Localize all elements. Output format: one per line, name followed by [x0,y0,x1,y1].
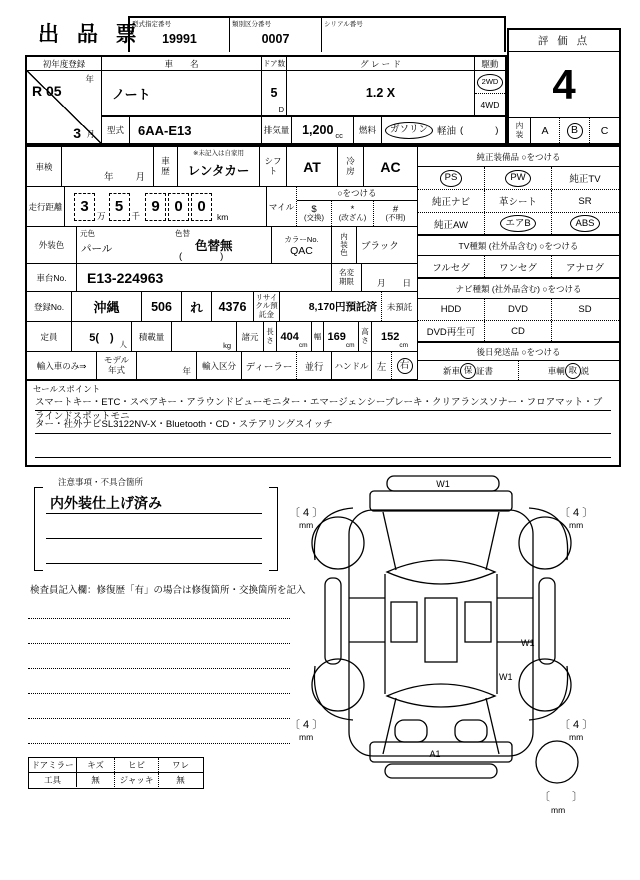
capacity-unit: 人 [119,340,127,349]
drive-4wd: 4WD [480,99,500,110]
equipment-header: 純正装備品 ○をつける [418,147,619,167]
inspector-line-3 [28,668,290,669]
rear-tab-left [395,720,427,742]
ext-color-label: 外装色 [27,227,77,263]
rating-label: 評 価 点 [537,35,591,47]
fuel-diesel: 軽油 [437,126,457,137]
name-change-units: 月 日 [376,278,411,288]
tv-analog: アナログ [565,262,604,274]
tv-oneseg: ワンセグ [485,256,552,277]
wheel-rear-right [519,659,571,711]
side-panel-label-1: W1 [521,638,535,648]
disp-unit: cc [335,131,343,140]
console [425,598,457,662]
equip-tv: 純正TV [569,174,601,185]
grade-value: 1.2 X [365,86,396,100]
jack-label: ジャッキ [115,773,159,787]
a-pillar-left [383,512,396,570]
model-year-label: モデル年式 [103,355,130,375]
serial-label: シリアル番号 [324,21,363,28]
inspector-line-4 [28,693,290,694]
side-panel-label-2: W1 [499,672,513,682]
recycle-value: 8,170円預託済 [280,292,382,321]
capacity-value: 5( ) [89,331,114,344]
first-reg-month: 3 [73,125,81,141]
rocker-left [325,578,341,664]
front-panel-label: W1 [436,479,450,489]
rear-tab-right [455,720,487,742]
interior-option-a: A [531,118,560,143]
inspector-note: 検査員記入欄：修復歴「有」の場合は修復箇所・交換箇所を記入 [30,585,306,596]
cool-label: 冷房 [346,156,355,176]
car-body [349,510,533,756]
sales-line2: ター・社外ナビSL3122NV-X・Bluetooth・CD・ステアリングスイッチ [35,413,611,434]
tv-type-header: TV種類 (社外品含む) ○をつける [418,236,619,256]
first-reg-year-unit: 年 [85,74,94,84]
class-code-label: 類別区分番号 [232,21,271,28]
tread-rear-left: 〔 4 〕 [289,719,324,731]
shift-value: AT [287,147,338,186]
inspector-line-2 [28,643,290,644]
interior-selected-circle: B [567,123,583,139]
navi-hdd: HDD [418,299,485,320]
load-label: 積載量 [132,322,172,351]
tv-fullseg: フルセグ [418,256,485,277]
mile-column: マイル [267,187,297,226]
notes-underline-3 [46,563,262,564]
wheel-front-right [519,517,571,569]
equip-aw: 純正AW [418,213,485,234]
name-change-label: 名変期限 [339,268,354,286]
mileage-sen-digit: 5 [109,193,130,221]
navi-empty [552,321,618,341]
import-parallel: 並行 [297,352,332,379]
tread-rear-right-unit: mm [569,732,584,742]
height-unit: cm [399,342,409,349]
disp-value: 1,200 [302,123,334,137]
name-header: 車 名 [102,57,262,70]
tread-rear-right: 〔 4 〕 [559,719,594,731]
main-table [25,55,507,145]
import-dealer: ディーラー [242,352,297,379]
first-reg-year: R 05 [32,83,62,99]
notes-bracket-left [34,487,43,571]
fuel-label: 燃料 [354,117,382,143]
notes-label: 注意事項・不具合箇所 [58,477,144,487]
inspector-line-5 [28,718,290,719]
notes-line1: 内外装仕上げ済み [50,495,162,511]
fuel-paren-open: ( [460,124,464,136]
drive-2wd-selected: 2WD [477,74,504,91]
model-code-label: 型式指定番号 [132,21,171,28]
rear-window [387,684,495,707]
equip-navi: 純正ナビ [418,190,485,212]
int-color-value: ブラック [361,241,399,252]
model-label: 型式 [102,117,130,143]
color-no-value: QAC [290,244,313,257]
mileage-digit-1: 9 [145,193,166,221]
shaken-year-unit: 年 [104,172,114,183]
import-label: 輸入車のみ⇒ [27,352,97,379]
mileage-label: 走行距離 [27,187,65,226]
navi-cd: CD [485,321,552,341]
flags-header: ○をつける [297,187,417,201]
spare-tire [536,741,578,783]
disp-label: 排気量 [262,117,292,143]
tread-front-left-unit: mm [299,520,314,530]
scratch-header: キズ [77,758,115,772]
equip-airbag-selected: エアB [500,215,535,232]
equip-leather: 革シート [485,190,552,212]
equip-pw-selected: PW [505,170,530,187]
flag-tamper-symbol: * [350,203,355,215]
wheel-rear-left [312,659,364,711]
navi-dvd: DVD [485,299,552,320]
recycle-label: リサイクル預託金 [255,293,278,319]
tread-rear-left-unit: mm [299,732,314,742]
doors-header: ドア数 [262,59,286,68]
warranty-pre: 新車 [442,365,460,376]
rating-score: 4 [552,60,576,108]
color-no-label: カラーNo. [284,234,319,244]
notes-bracket-right [269,487,278,571]
mirror-tools-table [28,757,204,789]
rocker-right [539,578,555,664]
sales-label: セールスポイント [33,384,101,394]
wheel-front-left [312,517,364,569]
reg-kana: れ [182,292,212,321]
capacity-label: 定員 [27,322,72,351]
seat-left [391,602,417,642]
tread-front-right-unit: mm [569,520,584,530]
tools-none: 無 [77,773,115,787]
height-value: 152 [380,330,400,343]
spec-label: 諸元 [237,322,264,351]
first-reg-header: 初年度登録 [27,57,102,70]
doors-unit: D [278,105,284,114]
mileage-digit-3: 0 [191,193,212,221]
length-unit: cm [298,342,308,349]
mileage-digit-2: 0 [168,193,189,221]
repaint-paren: ( ) [179,251,224,262]
history-note: ※未記入は自家用 [193,150,244,157]
first-reg-cell [27,71,102,143]
recycle-none: 未預託 [386,301,413,312]
model-value: 6AA-E13 [138,122,192,138]
doors-value: 5 [270,86,278,100]
manual-post: 説 [580,365,590,376]
inspector-line-6 [28,743,290,744]
model-code-value: 19991 [162,32,197,46]
reg-region: 沖縄 [72,292,142,321]
shift-label: シフト [264,156,282,176]
width-unit: cm [345,342,355,349]
code-boxes [128,16,506,52]
man-unit: 万 [97,211,106,221]
sales-empty-line [35,457,611,458]
notes-underline-2 [46,538,262,539]
flag-unknown-symbol: # [392,203,399,215]
mileage-man-digit: 3 [74,193,95,221]
history-label: 車歴 [161,156,170,176]
height-label: 高さ [361,327,369,345]
tread-front-right: 〔 4 〕 [559,507,594,519]
km-unit: km [217,212,229,222]
rating-box [507,28,621,145]
flag-tamper-note: (改ざん) [338,213,367,223]
notes-underline-1 [46,513,262,514]
windshield [387,560,495,584]
jack-none: 無 [176,775,185,785]
width-value: 169 [327,330,346,343]
break-header: ワレ [171,760,189,770]
equip-ps-selected: PS [440,170,463,187]
length-value: 404 [280,330,299,343]
navi-sd: SD [578,304,592,315]
detail-left-pane [27,147,417,380]
cool-value: AC [380,158,401,175]
orig-color-label: 元色 [80,229,95,238]
flag-exchange-symbol: $ [311,203,317,215]
interior-option-c: C [600,124,609,137]
model-year-unit: 年 [137,352,197,379]
shaken-month-unit: 月 [135,172,145,183]
tread-front-left: 〔 4 〕 [289,507,324,519]
first-reg-month-unit: 月 [86,129,95,139]
ship-later-header: 後日発送品 ○をつける [418,343,619,361]
load-unit: kg [223,341,231,350]
spare-tread-label: 〔 〕 [539,791,583,803]
reg-label: 登録No. [27,292,72,321]
reg-class: 506 [142,292,182,321]
crack-header: ヒビ [115,758,159,772]
fuel-paren-close: ) [495,124,499,136]
equip-abs-selected: ABS [570,215,599,232]
drive-header: 駆動 [481,58,499,69]
equip-sr: SR [578,195,592,207]
length-label: 長さ [266,327,274,345]
width-label: 幅 [312,322,324,351]
seat-right [465,602,491,642]
page-title: 出 品 票 [38,23,143,46]
repaint-label: 色替 [175,229,190,238]
import-type-label: 輸入区分 [197,352,242,379]
c-pillar-right [486,698,499,754]
vehicle-name: ノート [112,86,151,102]
manual-circled: 取 [565,363,581,379]
rear-lower-strip [385,764,497,778]
chassis-no: E13-224963 [87,269,164,286]
warranty-post: 証書 [476,365,494,376]
fender-rear-left [314,666,353,720]
tools-label: 工具 [29,773,77,787]
mirror-header: ドアミラー [29,758,77,772]
a-pillar-right [486,512,499,570]
sales-line1: スマートキー・ETC・スペアキー・アラウンドビューモニター・エマージェンシーブレーキ・クリアランスソナー・フロアマット・ブラインドスポットモニ [35,394,611,411]
repaint-value: 色替無 [195,239,233,253]
orig-color-value: パール [81,243,113,255]
int-color-label: 内装色 [340,231,348,258]
spare-tread-unit: mm [551,805,566,815]
shaken-label: 車検 [27,147,62,186]
rear-panel-label: A1 [429,749,441,759]
chassis-label: 車台No. [27,264,77,291]
detail-box [25,145,621,467]
flag-exchange-note: (交換) [304,213,324,223]
handle-right-selected: 右 [397,358,413,374]
fender-rear-right [529,666,568,720]
reg-num: 4376 [212,292,254,321]
warranty-circled: 保 [460,363,476,379]
history-value: レンタカー [187,164,250,178]
fuel-gasoline-selected: ガソリン [385,122,433,139]
inspector-line-1 [28,618,290,619]
class-code-value: 0007 [261,32,290,46]
navi-type-header: ナビ種類 (社外品含む) ○をつける [418,279,619,299]
handle-label: ハンドル [332,352,372,379]
navi-dvd-play: DVD再生可 [418,321,485,341]
grade-header: グ レ ー ド [287,57,475,70]
equipment-pane [417,147,619,380]
front-bumper [370,491,512,511]
handle-left: 左 [372,352,392,379]
interior-label: 内装 [515,121,524,139]
sen-unit: 千 [131,211,141,221]
c-pillar-left [383,698,396,754]
rear-bumper [370,742,512,762]
sales-points [27,380,619,465]
car-diagram [283,466,625,822]
manual-pre: 車輌 [547,365,565,376]
flag-unknown-note: (不明) [385,213,406,223]
